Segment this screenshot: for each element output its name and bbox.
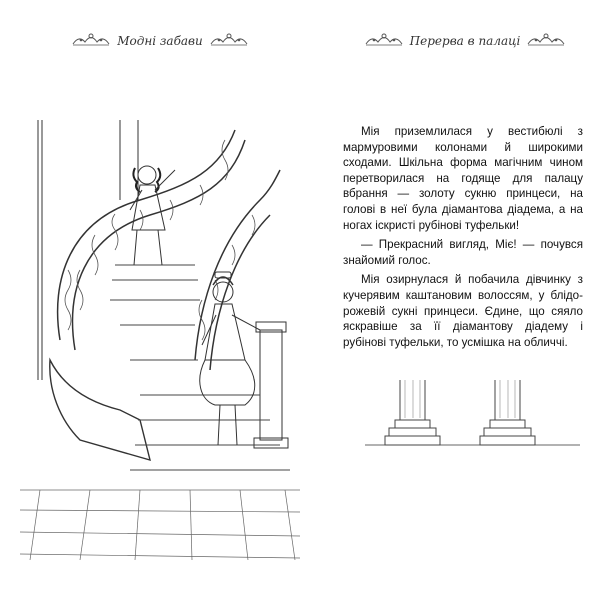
right-header-title: Перерва в палаці bbox=[409, 34, 521, 48]
staircase-illustration bbox=[20, 60, 300, 560]
tiara-ornament-icon bbox=[526, 31, 566, 52]
left-page-header bbox=[60, 30, 260, 52]
paragraph-3: Мія озирнулася й побачила дівчинку з кучерявим каштановим волоссям, у блідо-рожевій сукні принцеси. Єдине, що сяяло яскравіше за її діамантову діадему і рубінові туфельки, то усмішка на обличчі. bbox=[343, 273, 583, 349]
tiara-ornament-icon bbox=[209, 31, 249, 52]
paragraph-1: Мія приземлилася у вестибюлі з мармуровими колонами й широкими сходами. Шкільна форма магічним чином перетворилася на годяще для палацу вбрання — золоту сукню принцеси, на голові в неї була діамантова діадема, а на ногах іскристі рубінові туфельки! bbox=[343, 125, 583, 232]
right-page bbox=[305, 60, 583, 560]
tiara-ornament-icon bbox=[71, 31, 111, 52]
columns-illustration bbox=[305, 60, 580, 560]
left-page bbox=[20, 60, 300, 560]
paragraph-2: — Прекрасний вигляд, Міє! — почувся знайомий голос. bbox=[343, 238, 583, 267]
right-page-header bbox=[360, 30, 570, 52]
left-header-title: Модні забави bbox=[117, 34, 203, 48]
tiara-ornament-icon bbox=[364, 31, 404, 52]
